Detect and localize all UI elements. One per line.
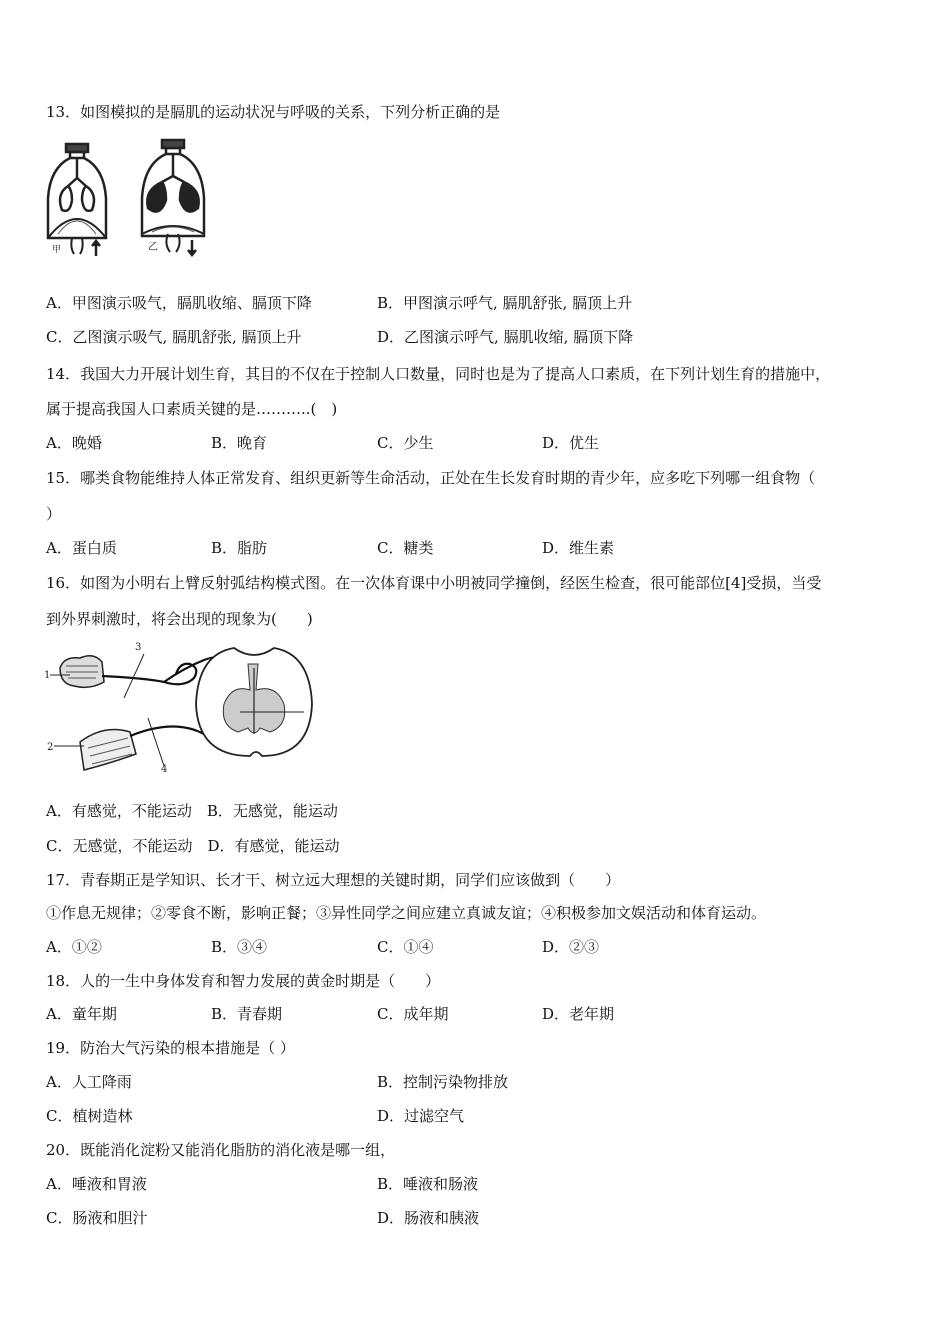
q13-stem: 13．如图模拟的是膈肌的运动状况与呼吸的关系，下列分析正确的是	[46, 103, 501, 121]
q15-option-b[interactable]: B．脂肪	[211, 539, 268, 557]
diaphragm-model-figure	[44, 138, 209, 260]
q16-options-row2[interactable]: C．无感觉，不能运动 D．有感觉，能运动	[46, 837, 340, 855]
q18-option-a[interactable]: A．童年期	[46, 1005, 117, 1023]
q14-option-c[interactable]: C．少生	[377, 434, 434, 452]
q14-option-d[interactable]: D．优生	[542, 434, 600, 452]
q18-option-d[interactable]: D．老年期	[542, 1005, 615, 1023]
q17-statements: ①作息无规律；②零食不断，影响正餐；③异性同学之间应建立真诚友谊；④积极参加文娱活动和体育运动。	[46, 904, 767, 922]
q15-option-a[interactable]: A．蛋白质	[46, 539, 117, 557]
q19-option-a[interactable]: A．人工降雨	[46, 1073, 132, 1091]
q17-option-a[interactable]: A．①②	[46, 938, 102, 956]
q16-stem-line2: 到外界刺激时，将会出现的现象为( )	[46, 610, 313, 628]
jar-jia	[48, 144, 106, 256]
q13-option-c[interactable]: C．乙图演示吸气, 膈肌舒张, 膈顶上升	[46, 328, 302, 346]
q19-option-d[interactable]: D．过滤空气	[377, 1107, 465, 1125]
receptor-skin	[50, 656, 104, 688]
q14-option-b[interactable]: B．晚育	[211, 434, 268, 452]
fig-label-yi: 乙	[148, 242, 158, 253]
q19-stem: 19．防治大气污染的根本措施是（ ）	[46, 1039, 295, 1057]
q20-option-b[interactable]: B．唾液和肠液	[377, 1175, 479, 1193]
q20-option-d[interactable]: D．肠液和胰液	[377, 1209, 480, 1227]
q18-stem: 18．人的一生中身体发育和智力发展的黄金时期是（ ）	[46, 972, 441, 990]
pointer-3	[124, 654, 144, 698]
q14-option-a[interactable]: A．晚婚	[46, 434, 102, 452]
q13-option-b[interactable]: B．甲图演示呼气, 膈肌舒张, 膈顶上升	[377, 294, 633, 312]
reflex-label-2: 2	[47, 742, 54, 753]
reflex-label-1: 1	[44, 670, 51, 681]
q13-option-a[interactable]: A．甲图演示吸气，膈肌收缩、膈顶下降	[46, 294, 312, 312]
q20-option-c[interactable]: C．肠液和胆汁	[46, 1209, 148, 1227]
jar-yi	[142, 140, 204, 255]
q17-option-b[interactable]: B．③④	[211, 938, 268, 956]
q19-option-b[interactable]: B．控制污染物排放	[377, 1073, 509, 1091]
q18-option-c[interactable]: C．成年期	[377, 1005, 449, 1023]
fig-label-jia: 甲	[52, 245, 62, 255]
q15-option-c[interactable]: C．糖类	[377, 539, 434, 557]
q17-option-c[interactable]: C．①④	[377, 938, 434, 956]
spinal-cord	[196, 648, 312, 756]
q16-stem-line1: 16．如图为小明右上臂反射弧结构模式图。在一次体育课中小明被同学撞倒，经医生检查，很可能部位[4]受损，当受	[46, 574, 822, 592]
effector-muscle	[54, 730, 136, 770]
q16-options-row1[interactable]: A．有感觉，不能运动 B．无感觉，能运动	[46, 802, 338, 820]
q15-option-d[interactable]: D．维生素	[542, 539, 615, 557]
q13-option-d[interactable]: D．乙图演示呼气, 膈肌收缩, 膈顶下降	[377, 328, 634, 346]
q15-stem-line1: 15．哪类食物能维持人体正常发育、组织更新等生命活动，正处在生长发育时期的青少年，应多吃下列哪一组食物（	[46, 469, 816, 487]
q18-option-b[interactable]: B．青春期	[211, 1005, 283, 1023]
reflex-arc-figure	[44, 638, 320, 778]
q20-option-a[interactable]: A．唾液和胃液	[46, 1175, 147, 1193]
q14-stem-line1: 14．我国大力开展计划生育，其目的不仅在于控制人口数量，同时也是为了提高人口素质，在下列计划生育的措施中，	[46, 365, 831, 383]
pointer-4	[148, 718, 164, 766]
q15-stem-line2: ）	[46, 505, 62, 523]
q14-stem-line2: 属于提高我国人口素质关键的是………..( )	[46, 400, 338, 418]
q17-option-d[interactable]: D．②③	[542, 938, 600, 956]
reflex-label-4: 4	[161, 764, 168, 775]
reflex-label-3: 3	[135, 642, 142, 653]
q19-option-c[interactable]: C．植树造林	[46, 1107, 133, 1125]
q20-stem: 20．既能消化淀粉又能消化脂肪的消化液是哪一组，	[46, 1141, 396, 1159]
q17-stem: 17．青春期正是学知识、长才干、树立远大理想的关键时期，同学们应该做到（ ）	[46, 871, 621, 889]
